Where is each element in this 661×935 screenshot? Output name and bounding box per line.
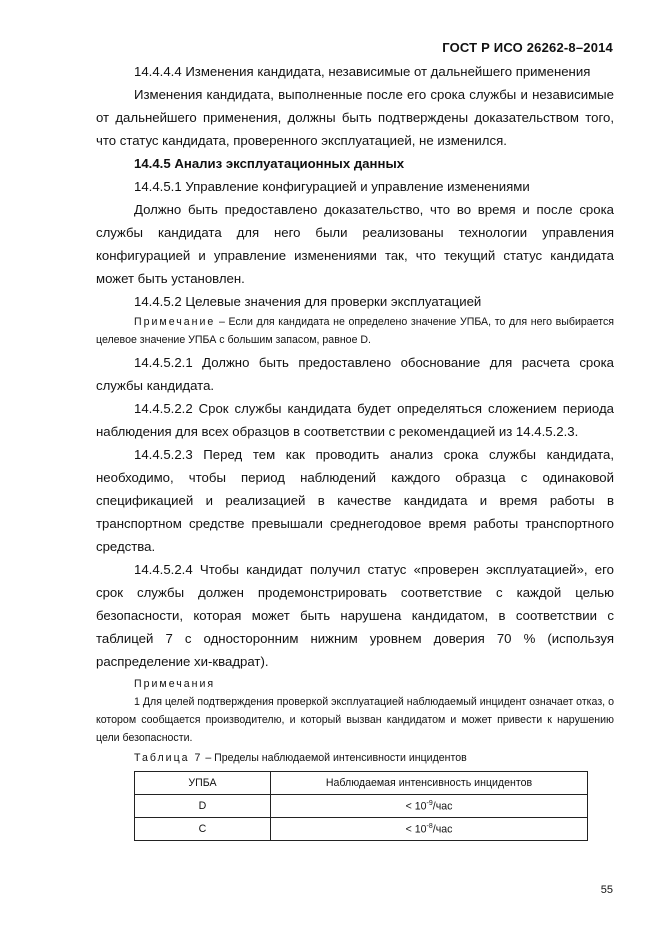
clause-14-4-5-2-2: 14.4.5.2.2 Срок службы кандидата будет определяться сложением периода наблюдения для всех образцов в соответствии с рекомендацией из 14.4.5.2.3.: [96, 401, 614, 439]
clause-14-4-5-2-1: 14.4.5.2.1 Должно быть предоставлено обоснование для расчета срока службы кандидата.: [96, 355, 614, 393]
clause-14-4-4-4-title: 14.4.4.4 Изменения кандидата, независимые от дальнейшего применения: [134, 64, 591, 79]
note-1-text: – Если для кандидата не определено значение УПБА, то для него выбирается целевое значение УПБА с большим запасом, равное D.: [96, 316, 614, 346]
incident-rate-cell: [271, 795, 588, 818]
note-1: [96, 313, 614, 349]
table-caption: [96, 749, 614, 767]
table-row: [135, 818, 588, 841]
incident-rate-table: [134, 771, 588, 841]
column-header-asil: УПБА: [135, 772, 271, 795]
clause-14-4-5-1-text: Должно быть предоставлено доказательство, что во время и после срока службы кандидата для него были реализованы технологии управления конфигурацией и управление изменениями так, что текущий статус кандидата может быть установлен.: [96, 202, 614, 286]
clause-14-4-5-2-3: 14.4.5.2.3 Перед тем как проводить анализ срока службы кандидата, необходимо, чтобы период наблюдений каждого образца с одинаковой спецификацией и реализацией в качестве кандидата и время работы в транспортном средстве превышали среднегодовое время работы транспортного средства.: [96, 447, 614, 554]
page-content: [96, 60, 614, 841]
standard-header: ГОСТ Р ИСО 26262-8–2014: [442, 40, 613, 55]
clause-14-4-5-2-4: 14.4.5.2.4 Чтобы кандидат получил статус «проверен эксплуатацией», его срок службы должен продемонстрировать соответствие с каждой целью безопасности, которая может быть нарушена кандидатом, в соответствии с таблицей 7 с односторонним нижним уровнем доверия 70 % (используя распределение хи-квадрат).: [96, 562, 614, 669]
table-caption-text: – Пределы наблюдаемой интенсивности инцидентов: [202, 752, 467, 764]
clause-14-4-5-1-title: 14.4.5.1 Управление конфигурацией и управление изменениями: [134, 179, 530, 194]
section-heading-14-4-5: 14.4.5 Анализ эксплуатационных данных: [134, 156, 405, 171]
incident-rate-cell: [271, 818, 588, 841]
note-2: 1 Для целей подтверждения проверкой эксплуатацией наблюдаемый инцидент означает отказ, о котором сообщается производителю, и который вызван кандидатом и может привести к нарушению цели безопасности.: [96, 696, 614, 744]
clause-14-4-5-2-title: 14.4.5.2 Целевые значения для проверки эксплуатацией: [134, 294, 482, 309]
asil-level-cell: C: [135, 818, 271, 841]
rate-exponent: -9: [426, 799, 433, 807]
table-caption-label: Таблица 7: [134, 752, 203, 764]
page-number: 55: [600, 884, 613, 896]
asil-level-cell: D: [135, 795, 271, 818]
rate-exponent: -8: [426, 822, 433, 830]
note-1-label: Примечание: [134, 316, 216, 328]
rate-unit: /час: [432, 823, 453, 836]
table-row: [135, 795, 588, 818]
notes-title: Примечания: [134, 678, 216, 690]
table-header-row: [135, 772, 588, 795]
clause-14-4-4-4-text: Изменения кандидата, выполненные после его срока службы и независимые от дальнейшего применения, должны быть подтверждены доказательством того, что статус кандидата, проверенного эксплуатацией, не изменился.: [96, 87, 614, 148]
column-header-rate: Наблюдаемая интенсивность инцидентов: [271, 772, 588, 795]
rate-prefix: < 10: [405, 823, 427, 836]
rate-prefix: < 10: [405, 800, 427, 813]
rate-unit: /час: [432, 800, 453, 813]
